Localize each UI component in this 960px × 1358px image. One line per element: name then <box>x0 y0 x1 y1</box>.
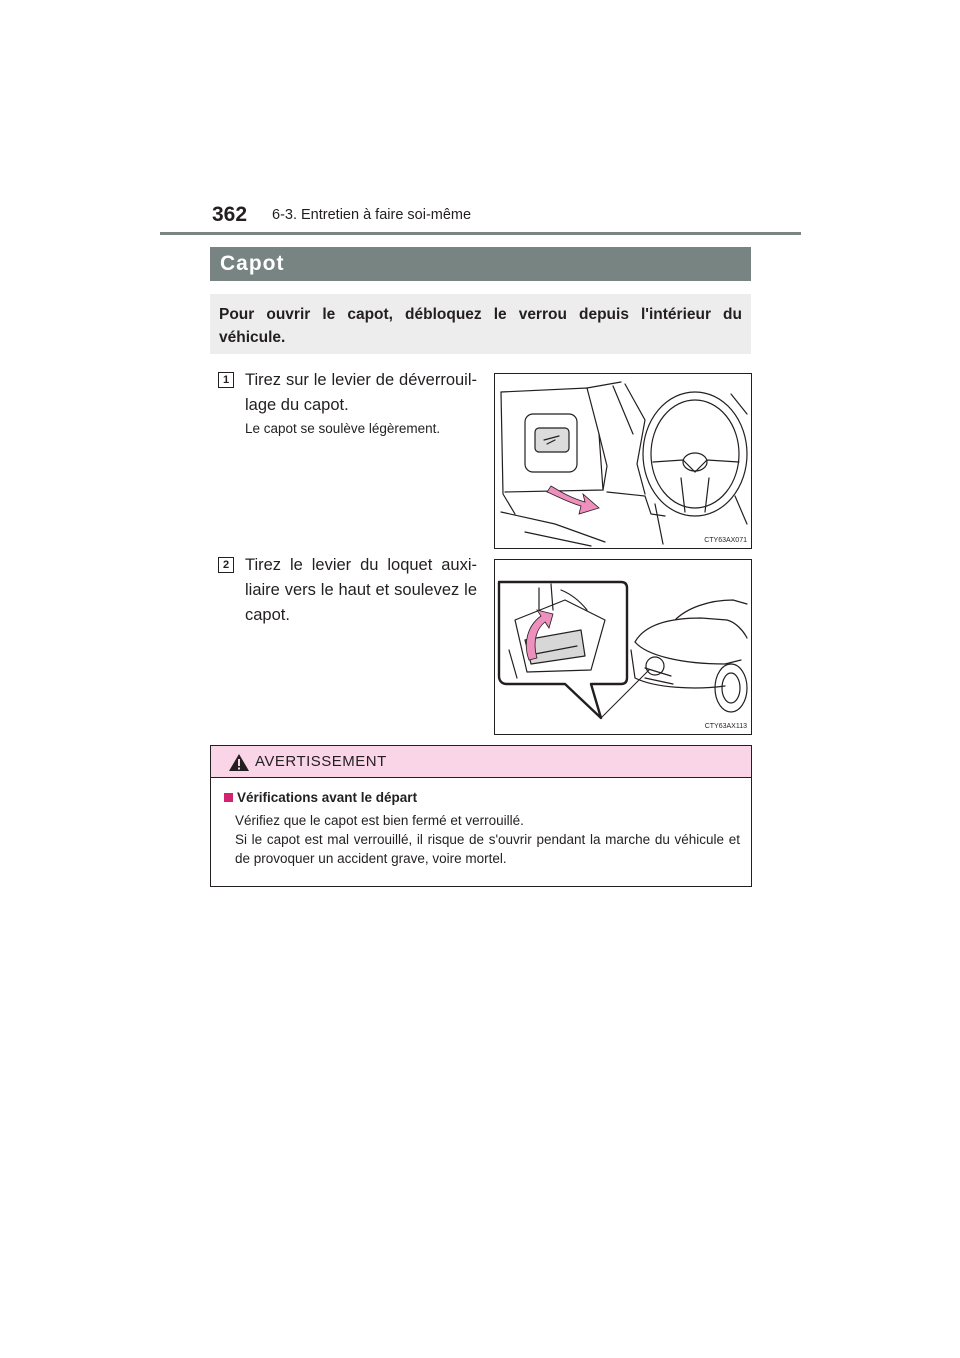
hood-release-illustration <box>495 374 751 548</box>
intro-text: Pour ouvrir le capot, débloquez le verrou depuis l'intérieur du véhicule. <box>219 306 742 346</box>
bullet-square-icon <box>224 793 233 802</box>
intro-box <box>210 294 751 354</box>
warning-triangle-icon <box>228 753 250 772</box>
step-1-badge: 1 <box>218 372 234 388</box>
figure-auxiliary-latch <box>494 559 752 735</box>
page-title: Capot <box>220 252 285 275</box>
warning-heading: AVERTISSEMENT <box>255 753 387 770</box>
warning-line-1: Vérifiez que le capot est bien fermé et verrouillé. <box>235 813 524 828</box>
warning-header <box>211 746 751 778</box>
step-1-text: Tirez sur le levier de déverrouil-lage du capot. <box>245 371 477 414</box>
warning-line-2: Si le capot est mal verrouillé, il risque de s'ouvrir pendant la marche du véhicule et de provoquer un accident grave, voire mortel. <box>235 832 740 866</box>
header-rule <box>160 232 801 235</box>
step-1-note: Le capot se soulève légèrement. <box>245 421 441 436</box>
warning-body <box>235 811 740 868</box>
page-number: 362 <box>212 203 248 226</box>
step-2-text: Tirez le levier du loquet auxi-liaire vers le haut et soulevez le capot. <box>245 556 477 624</box>
title-bar <box>210 247 751 281</box>
figure-2-caption: CTY63AX113 <box>704 723 747 730</box>
warning-box <box>210 745 752 887</box>
step-2-badge: 2 <box>218 557 234 573</box>
figure-hood-release-lever <box>494 373 752 549</box>
section-label: 6-3. Entretien à faire soi-même <box>272 207 472 223</box>
figure-1-caption: CTY63AX071 <box>704 537 747 544</box>
auxiliary-latch-illustration <box>495 560 751 734</box>
warning-subheading: Vérifications avant le départ <box>224 790 417 805</box>
